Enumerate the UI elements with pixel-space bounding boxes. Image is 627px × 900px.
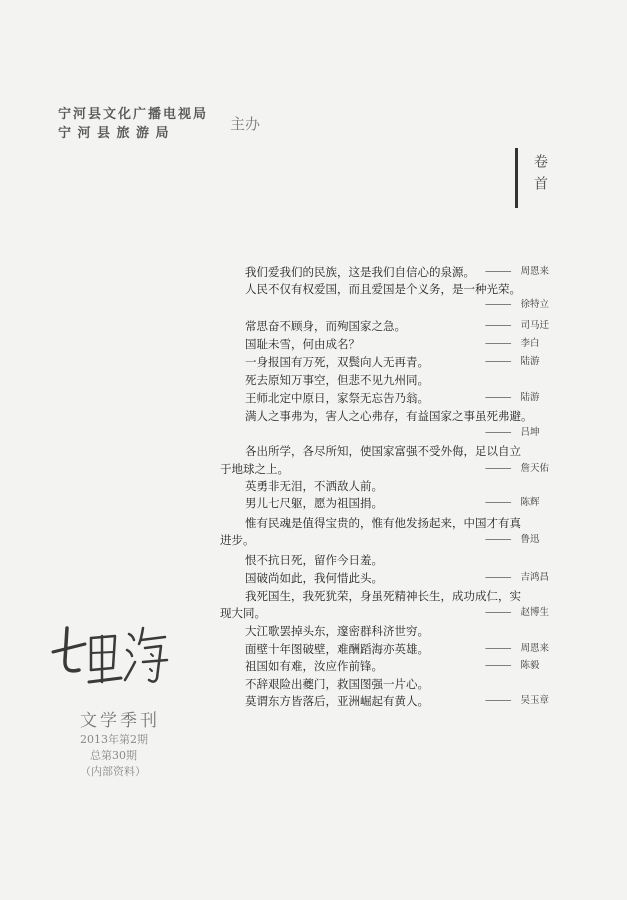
quote-author: ——— 吕坤 [485, 427, 540, 438]
quote-text: 惟有民魂是值得宝贵的，惟有他发扬起来，中国才有真 [245, 516, 521, 530]
quote-author: ——— 吉鸿昌 [485, 572, 550, 583]
quote-author: ——— 赵博生 [485, 607, 550, 618]
issue-info [80, 732, 148, 780]
quote-text: 我死国生，我死犹荣，身虽死精神长生，成功成仁，实 [245, 589, 521, 603]
quote-text-continued: 现大同。 [220, 606, 266, 620]
quote-text: 男儿七尺躯，愿为祖国捐。 [245, 496, 383, 510]
internal-material-note: （内部资料） [80, 765, 146, 778]
quote-text: 一身报国有万死，双鬓向人无再青。 [245, 355, 429, 369]
quote-text: 英勇非无泪，不洒敌人前。 [245, 479, 383, 493]
quote-author: ——— 陈辉 [485, 497, 540, 508]
calligraphy-logo [45, 620, 175, 700]
quote-text: 国破尚如此，我何惜此头。 [245, 571, 383, 585]
quote-text: 死去原知万事空，但悲不见九州同。 [245, 373, 429, 387]
quote-author: ——— 鲁迅 [485, 534, 540, 545]
quote-text: 面壁十年图破壁，难酬蹈海亦英雄。 [245, 642, 429, 656]
section-title: 卷首 [532, 154, 548, 198]
quote-author: ——— 李白 [485, 338, 540, 349]
quote-author: ——— 周恩来 [485, 266, 550, 277]
issue-number: 2013年第2期 [80, 733, 148, 746]
quote-text: 大江歌罢掉头东，邃密群科济世穷。 [245, 624, 429, 638]
quote-author: ——— 徐特立 [485, 299, 550, 310]
quote-text: 国耻未雪，何由成名？ [245, 337, 360, 351]
quote-text: 我们爱我们的民族，这是我们自信心的泉源。 [245, 265, 475, 279]
magazine-name: 文学季刊 [80, 711, 160, 731]
quote-text-continued: 于地球之上。 [220, 462, 289, 476]
quote-text-continued: 进步。 [220, 533, 255, 547]
quote-text: 人民不仅有权爱国，而且爱国是个义务，是一种光荣。 [245, 282, 521, 296]
quote-text: 不辞艰险出夔门，救国图强一片心。 [245, 677, 429, 691]
quote-text: 祖国如有难，汝应作前锋。 [245, 659, 383, 673]
quote-author: ——— 陆游 [485, 392, 540, 403]
quote-text: 常思奋不顾身，而殉国家之急。 [245, 319, 406, 333]
quote-author: ——— 司马迁 [485, 320, 550, 331]
quote-text: 各出所学，各尽所知，使国家富强不受外侮，足以自立 [245, 444, 521, 458]
quote-author: ——— 周恩来 [485, 643, 550, 654]
quote-text: 王师北定中原日，家祭无忘告乃翁。 [245, 391, 429, 405]
quote-text: 恨不抗日死，留作今日羞。 [245, 553, 383, 567]
publisher-role: 主办 [230, 115, 261, 133]
quote-author: ——— 陈毅 [485, 660, 540, 671]
total-issue-number: 总第30期 [90, 749, 137, 762]
quote-author: ——— 吴玉章 [485, 695, 550, 706]
quote-author: ——— 詹天佑 [485, 463, 550, 474]
quote-text: 满人之事弗为，害人之心弗存，有益国家之事虽死弗避。 [245, 409, 533, 423]
section-divider-bar [515, 148, 518, 208]
quote-text: 莫谓东方皆落后，亚洲崛起有黄人。 [245, 694, 429, 708]
publisher-line-1: 宁河县文化广播电视局 [58, 107, 209, 122]
quote-author: ——— 陆游 [485, 356, 540, 367]
publisher-line-2: 宁河县旅游局 [58, 126, 176, 141]
